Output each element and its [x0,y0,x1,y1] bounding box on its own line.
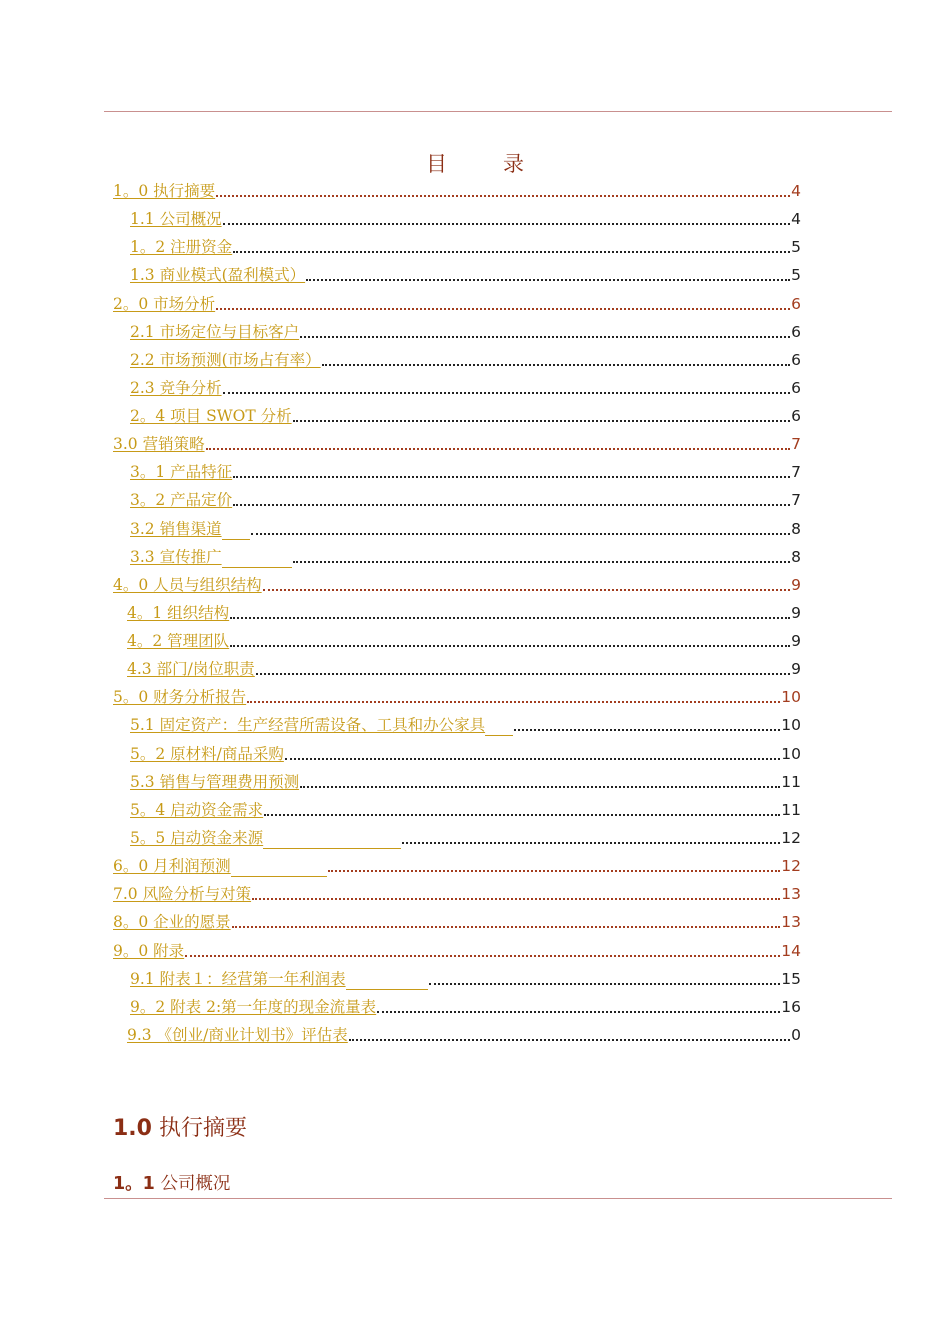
toc-entry-leader-dots [233,476,790,478]
toc-entry[interactable] [113,180,801,202]
toc-entry[interactable] [130,771,801,793]
toc-entry-label[interactable]: 5.3 销售与管理费用预测 [130,773,300,791]
toc-entry[interactable] [127,1024,801,1046]
toc-entry[interactable] [113,686,801,708]
toc-entry-leader-dots [185,955,780,957]
toc-entry-page-number: 13 [781,913,801,931]
toc-entry-leader-dots [293,420,791,422]
toc-entry-leader-dots [306,279,790,281]
toc-entry-label[interactable]: 9.3 《创业/商业计划书》评估表 [127,1026,348,1044]
toc-entry-leader-dots [256,673,790,675]
toc-entry-label[interactable]: 1。0 执行摘要 [113,182,216,200]
toc-entry-label[interactable]: 9.1 附表１：经营第一年利润表 [130,970,346,988]
toc-entry-label[interactable]: 3。2 产品定价 [130,491,233,509]
toc-entry-leader-dots [230,645,790,647]
toc-entry-leader-dots [251,533,791,535]
toc-entry[interactable] [113,574,801,596]
toc-entry-leader-dots [230,617,790,619]
toc-entry-leader-dots [322,364,790,366]
toc-entry-page-number: 16 [781,998,801,1016]
toc-entry-leader-dots [206,448,791,450]
toc-entry-label[interactable]: 7.0 风险分析与对策 [113,885,252,903]
toc-entry-label[interactable]: 5。2 原材料/商品采购 [130,745,284,763]
toc-entry[interactable] [130,208,801,230]
toc-entry-leader-dots [252,898,780,900]
toc-entry-page-number: 5 [791,266,801,284]
toc-entry[interactable] [113,883,801,905]
toc-entry-leader-dots [263,589,790,591]
toc-entry-page-number: 8 [791,520,801,538]
toc-entry-page-number: 6 [791,323,801,341]
toc-entry-page-number: 9 [791,604,801,622]
toc-entry-page-number: 11 [781,801,801,819]
toc-entry-leader-dots [247,701,780,703]
toc-entry-label[interactable]: 4.3 部门/岗位职责 [127,660,255,678]
toc-entry-label[interactable]: 1。2 注册资金 [130,238,233,256]
toc-entry[interactable] [130,377,801,399]
toc-entry[interactable] [113,911,801,933]
toc-entry[interactable] [130,546,801,568]
toc-entry-leader-dots [285,758,780,760]
toc-entry-leader-dots [223,392,791,394]
toc-entry-page-number: 6 [791,295,801,313]
toc-entry-label[interactable]: 5。5 启动资金来源 [130,829,264,847]
toc-entry-label[interactable]: 1.1 公司概况 [130,210,222,228]
toc-entry-leader-dots [216,308,790,310]
toc-entry-page-number: 9 [791,660,801,678]
toc-entry[interactable] [130,799,801,821]
toc-entry-page-number: 13 [781,885,801,903]
toc-entry[interactable] [130,405,801,427]
toc-entry-label[interactable]: 9。2 附表 2:第一年度的现金流量表 [130,998,377,1016]
toc-entry-page-number: 7 [791,463,801,481]
toc-entry-page-number: 9 [791,632,801,650]
toc-entry-page-number: 4 [791,182,801,200]
toc-entry[interactable] [127,602,801,624]
toc-entry-page-number: 11 [781,773,801,791]
toc-entry-label[interactable]: 3.3 宣传推广 [130,548,222,566]
toc-title-char-1: 目 [426,152,447,176]
toc-entry-label[interactable]: 1.3 商业模式(盈利模式） [130,266,306,284]
toc-entry-label[interactable]: 4。1 组织结构 [127,604,230,622]
toc-entry-page-number: 9 [791,576,801,594]
toc-entry[interactable] [113,293,801,315]
toc-entry[interactable] [130,743,801,765]
toc-entry-label[interactable]: 5。0 财务分析报告 [113,688,247,706]
toc-entry-page-number: 14 [781,942,801,960]
toc-entry-page-number: 12 [781,829,801,847]
toc-entry-leader-dots [232,926,781,928]
toc-entry[interactable] [130,968,801,990]
toc-entry-underline-gap [263,834,401,849]
toc-entry-leader-dots [514,729,780,731]
toc-entry[interactable] [130,714,801,736]
toc-entry-label[interactable]: 2。4 项目 SWOT 分析 [130,407,292,425]
toc-entry-underline-gap [231,862,327,877]
toc-entry-leader-dots [223,223,791,225]
toc-entry-label[interactable]: 5。4 启动资金需求 [130,801,264,819]
toc-entry-label[interactable]: 3。1 产品特征 [130,463,233,481]
section-number: 1.0 [113,1116,152,1141]
toc-entry-leader-dots [216,195,790,197]
toc-entry-leader-dots [293,561,791,563]
toc-entry[interactable] [130,349,801,371]
toc-entry-label[interactable]: 6。0 月利润预测 [113,857,231,875]
toc-entry-page-number: 8 [791,548,801,566]
toc-entry-underline-gap [222,525,250,540]
toc-entry[interactable] [130,489,801,511]
toc-entry[interactable] [130,264,801,286]
toc-entry-label[interactable]: 4。2 管理团队 [127,632,230,650]
toc-entry-page-number: 6 [791,379,801,397]
toc-entry-label[interactable]: 8。0 企业的愿景 [113,913,231,931]
toc-entry-label[interactable]: 9。0 附录 [113,942,185,960]
toc-entry-page-number: 6 [791,351,801,369]
toc-entry-label[interactable]: 3.0 营销策略 [113,435,205,453]
toc-entry[interactable] [130,996,801,1018]
subsection-title: 公司概况 [160,1174,231,1194]
toc-entry-underline-gap [346,975,428,990]
toc-entry-page-number: 10 [781,745,801,763]
toc-entry-leader-dots [233,504,790,506]
section-title: 执行摘要 [158,1116,247,1141]
toc-entry-label[interactable]: 2.1 市场定位与目标客户 [130,323,300,341]
toc-entry-leader-dots [233,251,790,253]
toc-entry-page-number: 7 [791,491,801,509]
toc-entry-page-number: 12 [781,857,801,875]
subsection-heading [113,1170,230,1195]
toc-entry-leader-dots [300,786,780,788]
toc-entry-label[interactable]: 5.1 固定资产：生产经营所需设备、工具和办公家具 [130,716,486,734]
toc-entry[interactable] [130,321,801,343]
toc-entry[interactable] [130,827,801,849]
toc-entry-leader-dots [377,1011,780,1013]
toc-entry-leader-dots [429,983,781,985]
toc-entry[interactable] [130,236,801,258]
toc-entry-leader-dots [264,814,780,816]
toc-entry[interactable] [130,461,801,483]
toc-entry-underline-gap [222,553,292,568]
toc-entry[interactable] [113,940,801,962]
toc-entry-leader-dots [300,336,790,338]
toc-entry[interactable] [127,658,801,680]
toc-entry[interactable] [113,855,801,877]
toc-entry-page-number: 10 [781,716,801,734]
toc-entry[interactable] [127,630,801,652]
toc-entry-page-number: 7 [791,435,801,453]
toc-entry[interactable] [130,518,801,540]
toc-entry[interactable] [113,433,801,455]
footer-rule [104,1198,892,1199]
toc-entry-leader-dots [328,870,781,872]
toc-entry-label[interactable]: 4。0 人员与组织结构 [113,576,262,594]
toc-entry-label[interactable]: 3.2 销售渠道 [130,520,222,538]
toc-entry-page-number: 0 [791,1026,801,1044]
toc-entry-label[interactable]: 2.2 市场预测(市场占有率） [130,351,321,369]
toc-entry-label[interactable]: 2。0 市场分析 [113,295,216,313]
toc-entry-label[interactable]: 2.3 竞争分析 [130,379,222,397]
toc-title-char-2: 录 [503,152,524,176]
toc-entry-page-number: 6 [791,407,801,425]
toc-entry-page-number: 4 [791,210,801,228]
toc-entry-leader-dots [349,1039,790,1041]
subsection-number: 1。1 [113,1174,155,1194]
toc-entry-page-number: 15 [781,970,801,988]
toc-entry-page-number: 5 [791,238,801,256]
toc-entry-leader-dots [402,842,780,844]
section-heading [113,1111,247,1142]
toc-entry-page-number: 10 [781,688,801,706]
toc-entry-underline-gap [485,721,513,736]
